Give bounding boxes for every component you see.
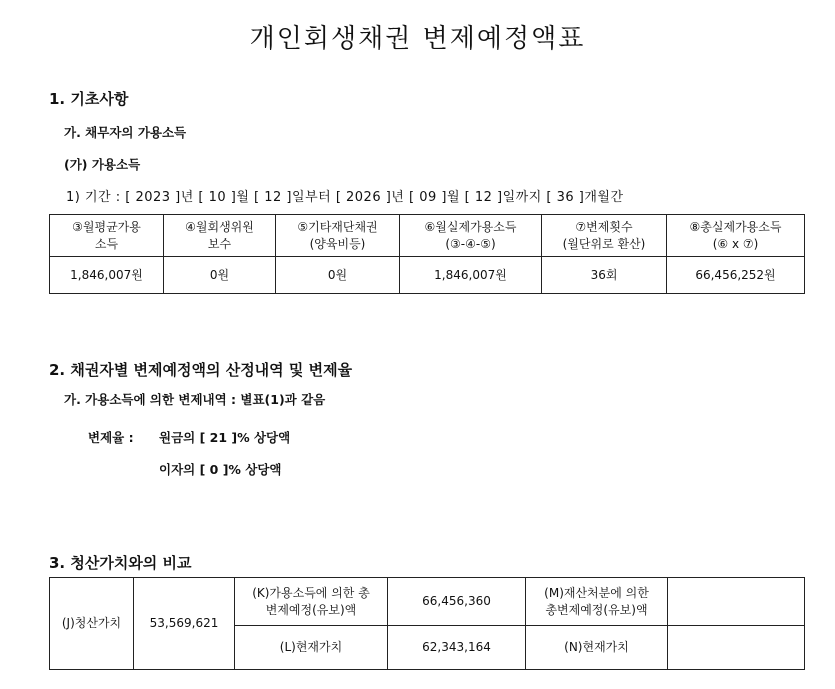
n-label: (N)현재가치 xyxy=(526,626,668,670)
k-value: 66,456,360 xyxy=(388,578,526,626)
header-repayment-count: ⑦변제횟수 (월단위로 환산) xyxy=(542,215,667,257)
value-monthly-avg-income: 1,846,007원 xyxy=(50,257,164,294)
header-other-claims: ⑤기타재단채권 (양육비등) xyxy=(276,215,400,257)
rate-principal: 원금의 [ 21 ]% 상당액 xyxy=(159,430,291,445)
n-value xyxy=(668,626,805,670)
section2-heading: 2. 채권자별 변제예정액의 산정내역 및 변제율 xyxy=(49,361,353,379)
period-line: 1) 기간 : [ 2023 ]년 [ 10 ]월 [ 12 ]일부터 [ 2026 ]년 [ 09 ]월 [ 12 ]일까지 [ 36 ]개월간 xyxy=(66,190,624,205)
m-label: (M)재산처분에 의한 총변제예정(유보)액 xyxy=(526,578,668,626)
income-table xyxy=(49,214,805,294)
liquidation-table xyxy=(49,577,805,670)
value-repayment-count: 36회 xyxy=(542,257,667,294)
header-total-actual-income: ⑧총실제가용소득 (⑥ x ⑦) xyxy=(667,215,805,257)
document-title: 개인회생채권 변제예정액표 xyxy=(249,24,586,54)
income-table-value-row xyxy=(50,257,805,294)
k-label: (K)가용소득에 의한 총 변제예정(유보)액 xyxy=(235,578,388,626)
section1-heading: 1. 기초사항 xyxy=(49,90,129,108)
section1-sub-a: 가. 채무자의 가용소득 xyxy=(64,125,187,140)
l-value: 62,343,164 xyxy=(388,626,526,670)
value-trustee-fee: 0원 xyxy=(164,257,276,294)
income-table-header-row xyxy=(50,215,805,257)
value-monthly-actual-income: 1,846,007원 xyxy=(400,257,542,294)
header-monthly-avg-income: ③월평균가용 소득 xyxy=(50,215,164,257)
value-other-claims: 0원 xyxy=(276,257,400,294)
m-value xyxy=(668,578,805,626)
l-label: (L)현재가치 xyxy=(235,626,388,670)
value-total-actual-income: 66,456,252원 xyxy=(667,257,805,294)
rate-label: 변제율 : xyxy=(88,430,134,445)
section1-sub-ga: (가) 가용소득 xyxy=(64,157,141,172)
section3-heading: 3. 청산가치와의 비교 xyxy=(49,554,192,572)
rate-interest: 이자의 [ 0 ]% 상당액 xyxy=(159,462,282,477)
liquidation-row-1 xyxy=(50,578,805,626)
header-monthly-actual-income: ⑥월실제가용소득 (③-④-⑤) xyxy=(400,215,542,257)
liquidation-value: 53,569,621 xyxy=(134,578,235,670)
liquidation-value-label: (J)청산가치 xyxy=(50,578,134,670)
section2-line-a: 가. 가용소득에 의한 변제내역 : 별표(1)과 같음 xyxy=(64,392,326,407)
header-trustee-fee: ④월회생위원 보수 xyxy=(164,215,276,257)
